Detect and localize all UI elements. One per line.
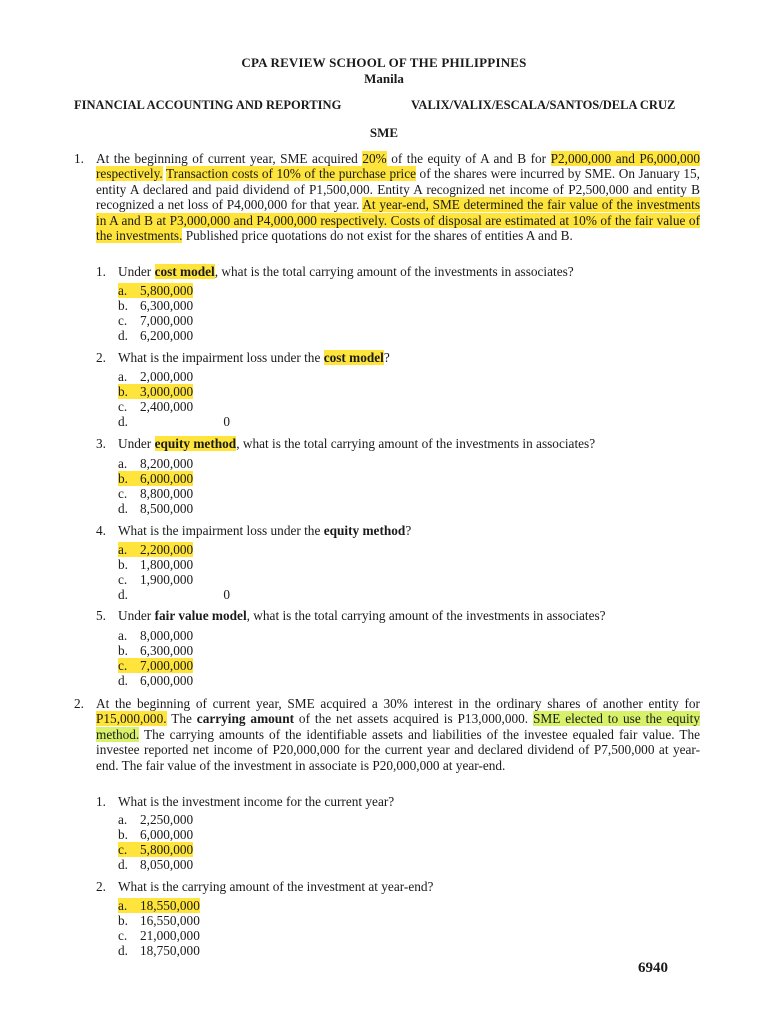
option: b. 6,000,000 bbox=[118, 471, 194, 486]
highlight: SME elected to use the equity method. bbox=[96, 711, 700, 742]
question-text: What is the impairment loss under the equity method? bbox=[118, 523, 412, 538]
option: b. 3,000,000 bbox=[118, 384, 194, 399]
problem-text: At the beginning of current year, SME acquired 20% of the equity of A and B for P2,000,000 and P6,000,000 respectively. Transaction costs of 10% of the purchase price of the shares were incurred by SME. On January 15, entity A declared and paid dividend of P1,500,000. Entity A recognized net income of P2,500,000 and entity B recognized a net loss of P4,000,000 for that year. At year-end, SME determined the fair value of the investments in A and B at P3,000,000 and P4,000,000 respectively. Costs of disposal are estimated at 10% of the fair value of the investments. Published price quotations do not exist for the shares of entities A and B. bbox=[96, 151, 700, 244]
option: a. 8,200,000 bbox=[118, 456, 194, 471]
option: b. 6,300,000 bbox=[118, 298, 194, 313]
page-number: 6940 bbox=[638, 960, 668, 976]
option: a. 8,000,000 bbox=[118, 628, 194, 643]
option: d. 8,500,000 bbox=[118, 501, 194, 516]
option: b. 6,000,000 bbox=[118, 827, 194, 842]
option: a. 2,200,000 bbox=[118, 542, 194, 557]
question-text: What is the investment income for the current year? bbox=[118, 794, 395, 809]
highlight: Transaction costs of 10% of the purchase price bbox=[165, 166, 417, 182]
option: c. 8,800,000 bbox=[118, 486, 194, 501]
option: d. 6,200,000 bbox=[118, 328, 194, 343]
highlight: 20% bbox=[362, 151, 387, 166]
option: b. 1,800,000 bbox=[118, 557, 194, 572]
highlight: P15,000,000. bbox=[96, 711, 167, 727]
authors: VALIX/VALIX/ESCALA/SANTOS/DELA CRUZ bbox=[411, 98, 676, 112]
option: a. 18,550,000 bbox=[118, 898, 200, 913]
question-text: Under fair value model, what is the total carrying amount of the investments in associates? bbox=[118, 608, 606, 623]
section-title: SME bbox=[369, 125, 399, 140]
document-page: CPA REVIEW SCHOOL OF THE PHILIPPINES Manila FINANCIAL ACCOUNTING AND REPORTING VALIX/VALIX/ESCALA/SANTOS/DELA CRUZ SME 1. At the beginning of current year, SME acquired 20% of the equity of A and B for P2,000,000 and P6,000,000 respectively. Transaction costs of 10% of the purchase price of the shares were incurred by SME. On January 15, entity A declared and paid dividend of P1,500,000. Entity A recognized net income of P2,500,000 and entity B recognized a net loss of P4,000,000 for that year. At year-end, SME determined the fair value of the investments in A and B at P3,000,000 and P4,000,000 respectively. Costs of disposal are estimated at 10% of the fair value of the investments. Published price quotations do not exist for the shares of entities A and B. 1. Under cost model, what is the total carrying amount of the investments in associates? a. 5,800,000 b. 6,300,000 c. 7,000,000 d. 6,200,000 2. What is the impairment loss under the cost model? a. 2,000,000 b. 3,000,000 c. 2,400,000 d. 0 3. Under equity method, what is the total carrying amount of the investments in associates? a. 8,200,000 b. 6,000,000 c. 8,800,000 d. 8,500,000 4. What is the impairment loss under the equity method? a. 2,200,000 b. 1,800,000 c. 1,900,000 d. 0 5. Under fair value model, what is the total carrying amount of the investments in associates? a. 8,000,000 b. 6,300,000 c. 7,000,000 d. 6,000,000 2. At the beginning of current year, SME acquired a 30% interest in the ordinary shares of another entity for P15,000,000. The carrying amount of the net assets acquired is P13,000,000. SME elected to use the equity method. The carrying amounts of the identifiable assets and liabilities of the investee equaled fair value. The investee reported net income of P20,000,000 for the current year and declared dividend of P7,500,000 at year-end. The fair value of the investment in associate is P20,000,000 at year-end. 1. What is the investment income for the current year? a. 2,250,000 b. 6,000,000 c. 5,800,000 d. 8,050,000 2. What is the carrying amount of the investment at year-end? a. 18,550,000 b. 16,550,000 c. 21,000,000 d. 18,750,000 6940 bbox=[0, 0, 768, 1024]
problem-number: 1. bbox=[74, 151, 84, 166]
option: c. 7,000,000 bbox=[118, 313, 194, 328]
option: a. 2,000,000 bbox=[118, 369, 194, 384]
option: c. 2,400,000 bbox=[118, 399, 194, 414]
option: c. 1,900,000 bbox=[118, 572, 194, 587]
option: d. 6,000,000 bbox=[118, 673, 194, 688]
question-text: What is the carrying amount of the investment at year-end? bbox=[118, 879, 434, 894]
highlight: At year-end, SME determined the fair value of the investments in A and B at P3,000,000 and P4,000,000 respectively. Costs of disposal are estimated at 10% of the fair value of the investments. bbox=[96, 197, 700, 244]
option: c. 5,800,000 bbox=[118, 842, 194, 857]
option: d. 0 bbox=[118, 587, 230, 602]
option: d. 0 bbox=[118, 414, 230, 429]
option: c. 7,000,000 bbox=[118, 658, 194, 673]
option: b. 16,550,000 bbox=[118, 913, 200, 928]
option: d. 18,750,000 bbox=[118, 943, 200, 958]
option: a. 2,250,000 bbox=[118, 812, 194, 827]
course-title: FINANCIAL ACCOUNTING AND REPORTING bbox=[74, 98, 342, 112]
highlight: P2,000,000 and P6,000,000 respectively. bbox=[96, 151, 700, 182]
problem-number: 2. bbox=[74, 696, 84, 711]
city: Manila bbox=[364, 71, 404, 86]
option: a. 5,800,000 bbox=[118, 283, 194, 298]
question-text: Under cost model, what is the total carrying amount of the investments in associates? bbox=[118, 264, 574, 279]
school-name: CPA REVIEW SCHOOL OF THE PHILIPPINES bbox=[241, 55, 527, 70]
question-text: Under equity method, what is the total carrying amount of the investments in associates? bbox=[118, 436, 596, 451]
option: c. 21,000,000 bbox=[118, 928, 200, 943]
question-text: What is the impairment loss under the cost model? bbox=[118, 350, 390, 365]
option: d. 8,050,000 bbox=[118, 857, 194, 872]
problem-text: At the beginning of current year, SME acquired a 30% interest in the ordinary shares of another entity for P15,000,000. The carrying amount of the net assets acquired is P13,000,000. SME elected to use the equity method. The carrying amounts of the identifiable assets and liabilities of the investee equaled fair value. The investee reported net income of P20,000,000 for the current year and declared dividend of P7,500,000 at year-end. The fair value of the investment in associate is P20,000,000 at year-end. bbox=[96, 696, 700, 773]
option: b. 6,300,000 bbox=[118, 643, 194, 658]
